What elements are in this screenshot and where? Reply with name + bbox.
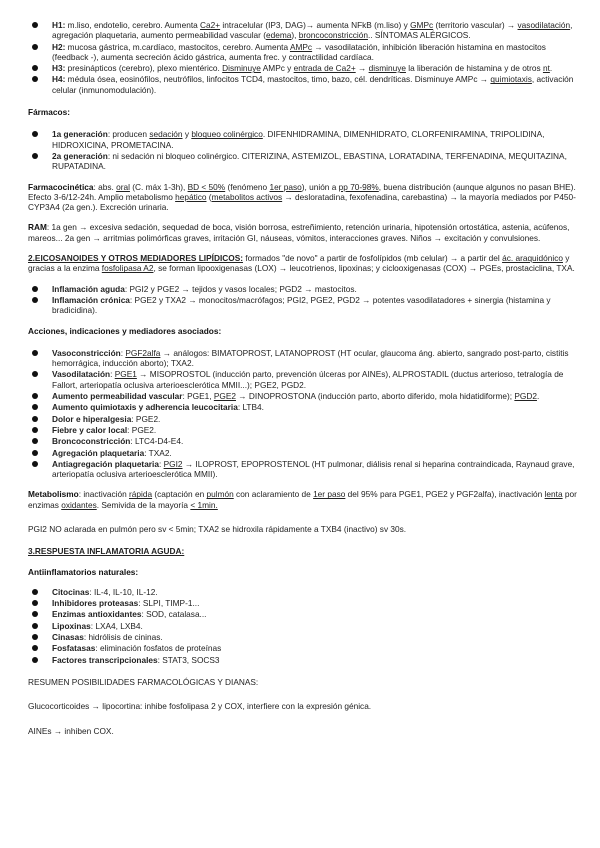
- metabolismo-paragraph: [28, 489, 580, 510]
- list-item: [28, 391, 580, 401]
- pgi2-note: PGI2 NO aclarada en pulmón pero sv < 5min; TXA2 se hidroxila rápidamente a TXB4 (inactivo) sv 30s.: [28, 523, 407, 534]
- text-run: (captación en: [152, 489, 207, 500]
- ram-paragraph: [28, 222, 580, 243]
- text-run: AMPc y: [260, 63, 294, 74]
- list-item-label: Enzimas antioxidantes: [52, 609, 142, 620]
- list-item-label: Citocinas: [52, 586, 90, 597]
- text-run: 2.EICOSANOIDES Y OTROS MEDIADORES LIPÍDICOS:: [28, 253, 243, 264]
- text-run: rápida: [129, 489, 153, 500]
- text-run: PGE2: [213, 391, 236, 402]
- text-run: Disminuye: [222, 63, 261, 74]
- text-run: m.liso, endotelio, cerebro. Aumenta: [65, 20, 201, 30]
- list-item-label: Vasoconstricción: [52, 347, 121, 358]
- text-run: ác. araquidónico: [502, 253, 563, 264]
- list-item-label: Lipoxinas: [52, 620, 91, 631]
- list-item-label: H2:: [52, 41, 66, 52]
- text-run: : PGE2.: [127, 424, 157, 435]
- text-run: pulmón: [206, 489, 234, 500]
- list-item-label: Fosfatasas: [52, 643, 96, 654]
- text-run: del 95% para PGE1, PGE2 y PGF2alfa), inactivación: [345, 489, 545, 500]
- list-item: [28, 632, 580, 642]
- list-item-label: H1:: [52, 20, 66, 30]
- text-run: : abs.: [93, 181, 117, 192]
- text-run: presinápticos (cerebro), plexo mientérico.: [65, 63, 223, 74]
- acciones-heading: Acciones, indicaciones y mediadores asociados:: [28, 325, 222, 336]
- list-item: [28, 436, 580, 446]
- text-run: : TXA2.: [144, 447, 172, 458]
- list-item-text: : SOD, catalasa...: [141, 609, 207, 620]
- text-run: RAM: [28, 222, 47, 233]
- list-item: [28, 63, 580, 73]
- list-item: [28, 348, 580, 369]
- text-run: : LTB4.: [237, 402, 264, 413]
- list-item: [28, 448, 580, 458]
- text-run: y: [182, 129, 192, 140]
- list-item-label: Dolor e hiperalgesia: [52, 413, 132, 424]
- text-run: , se forman lipooxigenasas (LOX) → leucotrienos, lipoxinas; y ciclooxigenasas (COX) → PGEs, prostaciclina, TXA.: [153, 263, 575, 274]
- list-item: [28, 42, 580, 63]
- text-run: mucosa gástrica, m.cardíaco, mastocitos, cerebro. Aumenta: [65, 41, 290, 52]
- text-run: (: [206, 191, 212, 202]
- list-item-label: Inhibidores proteasas: [52, 598, 139, 609]
- list-item: [28, 425, 580, 435]
- list-item: [28, 369, 580, 390]
- farmacocinetica-paragraph: [28, 182, 580, 213]
- text-run: 1er paso: [269, 181, 302, 192]
- text-run: < 1min.: [190, 499, 218, 510]
- text-run: formados "de novo" a partir de fosfolípidos (mb celular) → a partir del: [243, 253, 503, 264]
- document-page: [28, 20, 580, 736]
- text-run: PGE1: [114, 369, 137, 380]
- text-run: Ca2+: [200, 20, 221, 30]
- text-run: →: [355, 63, 369, 74]
- resumen-title: RESUMEN POSIBILIDADES FARMACOLÓGICAS Y DIANAS:: [28, 676, 259, 687]
- text-run: con aclaramiento de: [233, 489, 314, 500]
- text-run: :: [110, 369, 115, 380]
- text-run: Metabolismo: [28, 489, 79, 500]
- text-run: (territorio vascular) →: [433, 20, 518, 30]
- text-run: → desloratadina, fexofenadina, carebastina) → la mayoría mediados por P450-CYP3A4 (2a gen.). Excreción urinaria.: [28, 191, 576, 213]
- text-run: :: [120, 347, 126, 358]
- farmacos-list: [28, 129, 580, 171]
- antiinflamatorios-heading: Antiinflamatorios naturales:: [28, 566, 139, 577]
- text-run: disminuye: [368, 63, 406, 74]
- list-item: [28, 609, 580, 619]
- list-item: [28, 459, 580, 480]
- list-item-text: : STAT3, SOCS3: [157, 654, 220, 665]
- text-run: : PGE2.: [131, 413, 161, 424]
- text-run: → análogos: BIMATOPROST, LATANOPROST (HT ocular, glaucoma áng. abierto, sangrado post-parto, cistitis hemorrágica, inducción aborto); TXA2.: [52, 347, 569, 369]
- text-run: → DINOPROSTONA (inducción parto, aborto diferido, mola hidatidiforme);: [236, 391, 515, 402]
- list-item-label: 2a generación: [52, 150, 108, 161]
- text-run: .: [536, 391, 540, 402]
- glucocorticoides-line: Glucocorticoides → lipocortina: inhibe fosfolipasa 2 y COX, interfiere con la expresión génica.: [28, 701, 372, 712]
- text-run: oxidantes: [61, 499, 97, 510]
- text-run: vasodilatación: [517, 20, 571, 30]
- text-run: , activación celular (inmunomodulación).: [52, 74, 574, 95]
- list-item: [28, 655, 580, 665]
- text-run: :: [158, 458, 164, 469]
- acciones-list: [28, 348, 580, 480]
- text-run: , buena distribución (aunque algunos no pasan BHE). Efecto 3-6/12-24h. Amplio metabolismo: [28, 181, 576, 202]
- text-run: ),: [291, 30, 299, 41]
- list-item-label: Aumento quimiotaxis y adherencia leucocitaria: [52, 402, 238, 413]
- list-item-text: : hidrólisis de cininas.: [83, 632, 163, 643]
- list-item-label: Antiagregación plaquetaria: [52, 458, 159, 469]
- text-run: → MISOPROSTOL (inducción parto, prevención úlceras por AINEs), ALPROSTADIL (ductus arterioso, tetralogía de Fallort, arteriopatía oclusiva arterioesclerótica MMII...); PGE2, PGD2.: [52, 369, 564, 390]
- text-run: : inactivación: [78, 489, 129, 500]
- list-item-label: Inflamación crónica: [52, 294, 130, 305]
- list-item: [28, 587, 580, 597]
- text-run: por enzimas: [28, 489, 577, 510]
- text-run: 1er paso: [313, 489, 346, 500]
- text-run: broncoconstricción: [298, 30, 368, 41]
- text-run: sedación: [149, 129, 183, 140]
- text-run: → ILOPROST, EPOPROSTENOL (HT pulmonar, diálisis renal si heparina contraindicada, Raynaud grave, arteriopatía oclusiva arterioesclerótica MMII).: [52, 458, 575, 480]
- text-run: : ni sedación ni bloqueo colinérgico. CITERIZINA, ASTEMIZOL, EBASTINA, LORATADINA, TERFENADINA, MEQUITAZINA, RUPATADINA.: [52, 150, 567, 172]
- section-3-title: 3.RESPUESTA INFLAMATORIA AGUDA:: [28, 546, 185, 557]
- text-run: pp 70-98%: [338, 181, 379, 192]
- text-run: la liberación de histamina y de otros: [405, 63, 543, 74]
- text-run: edema: [266, 30, 292, 41]
- text-run: lenta: [544, 489, 563, 500]
- list-item: [28, 74, 580, 95]
- inflamacion-list: [28, 284, 580, 316]
- list-item-label: Broncoconstricción: [52, 436, 131, 447]
- list-item: [28, 643, 580, 653]
- list-item-label: H3:: [52, 63, 66, 74]
- text-run: BD < 50%: [187, 181, 226, 192]
- list-item-label: Agregación plaquetaria: [52, 447, 145, 458]
- text-run: entrada de Ca2+: [293, 63, 356, 74]
- list-item: [28, 414, 580, 424]
- list-item-text: : IL-4, IL-10, IL-12.: [89, 586, 158, 597]
- histamine-receptor-list: [28, 20, 580, 95]
- text-run: PGD2: [514, 391, 537, 402]
- text-run: ), unión a: [301, 181, 339, 192]
- text-run: intracelular (IP3, DAG)→ aumenta NFkB (m.liso) y: [220, 20, 411, 30]
- list-item-label: Vasodilatación: [52, 369, 111, 380]
- text-run: GMPc: [410, 20, 434, 30]
- list-item: [28, 402, 580, 412]
- list-item: [28, 151, 580, 172]
- list-item-text: : SLPI, TIMP-1...: [138, 598, 200, 609]
- list-item-text: : PGE2 y TXA2 → monocitos/macrófagos; PGI2, PGE2, PGD2 → potentes vasodilatadores + sinergia (histamina y bradicidina).: [52, 294, 551, 316]
- text-run: y gracias a la enzima: [28, 253, 570, 274]
- list-item: [28, 284, 580, 294]
- farmacos-heading: Fármacos:: [28, 107, 70, 118]
- text-run: oral: [116, 181, 130, 192]
- section-2-paragraph: [28, 253, 580, 274]
- text-run: hepático: [175, 191, 207, 202]
- text-run: . Semivida de la mayoría: [96, 499, 191, 510]
- text-run: , agregación plaquetaria, aumento permeabilidad vascular (: [52, 20, 573, 41]
- text-run: bloqueo colinérgico: [191, 129, 263, 140]
- list-item-label: Factores transcripcionales: [52, 654, 158, 665]
- text-run: AMPc: [289, 41, 313, 52]
- text-run: (C. máx 1-3h),: [129, 181, 188, 192]
- text-run: nt: [542, 63, 550, 74]
- text-run: (fenómeno: [225, 181, 270, 192]
- list-item: [28, 621, 580, 631]
- list-item: [28, 20, 580, 41]
- list-item-label: Fiebre y calor local: [52, 424, 128, 435]
- text-run: : LTC4-D4-E4.: [130, 436, 184, 447]
- list-item: [28, 598, 580, 608]
- text-run: : producen: [107, 129, 150, 140]
- list-item-text: : eliminación fosfatos de proteínas: [95, 643, 222, 654]
- list-item: [28, 129, 580, 150]
- list-item: [28, 295, 580, 316]
- list-item-label: Aumento permeabilidad vascular: [52, 391, 183, 402]
- list-item-label: H4:: [52, 74, 66, 85]
- text-run: .: [549, 63, 553, 74]
- antiinflamatorios-list: [28, 587, 580, 665]
- list-item-label: Cinasas: [52, 632, 84, 643]
- text-run: fosfolipasa A2: [101, 263, 154, 274]
- text-run: PGF2alfa: [125, 347, 161, 358]
- text-run: : PGE1,: [182, 391, 214, 402]
- text-run: : 1a gen → excesiva sedación, sequedad de boca, visión borrosa, estreñimiento, retención urinaria, hipotensión ortostática, astenia, acúfenos, mareos... 2a gen → arritmias polimórficas graves, irritación GI, náuseas, vómitos, interacciones graves. Niños → excitación y convulsiones.: [28, 222, 570, 243]
- text-run: metabolitos activos: [211, 191, 283, 202]
- aines-line: AINEs → inhiben COX.: [28, 725, 114, 736]
- list-item-label: Inflamación aguda: [52, 283, 125, 294]
- list-item-text: : PGI2 y PGE2 → tejidos y vasos locales; PGD2 → mastocitos.: [124, 283, 357, 294]
- text-run: . DIFENHIDRAMINA, DIMENHIDRATO, CLORFENIRAMINA, TRIPOLIDINA, HIDROXICINA, PROMETACINA.: [52, 129, 545, 150]
- text-run: Farmacocinética: [28, 181, 94, 192]
- list-item-text: : LXA4, LXB4.: [90, 620, 143, 631]
- text-run: médula ósea, eosinófilos, neutrófilos, linfocitos TCD4, mastocitos, timo, bazo, cél. dendríticas. Disminuye AMPc →: [65, 74, 491, 85]
- text-run: .. SÍNTOMAS ALÉRGICOS.: [367, 30, 471, 41]
- text-run: → vasodilatación, inhibición liberación histamina en mastocitos (feedback -), aumenta secreción ácido gástrica, aumenta frec. y contractilidad cardíaca.: [52, 41, 546, 62]
- text-run: quimiotaxis: [490, 74, 532, 85]
- text-run: PGI2: [163, 458, 183, 469]
- list-item-label: 1a generación: [52, 129, 108, 140]
